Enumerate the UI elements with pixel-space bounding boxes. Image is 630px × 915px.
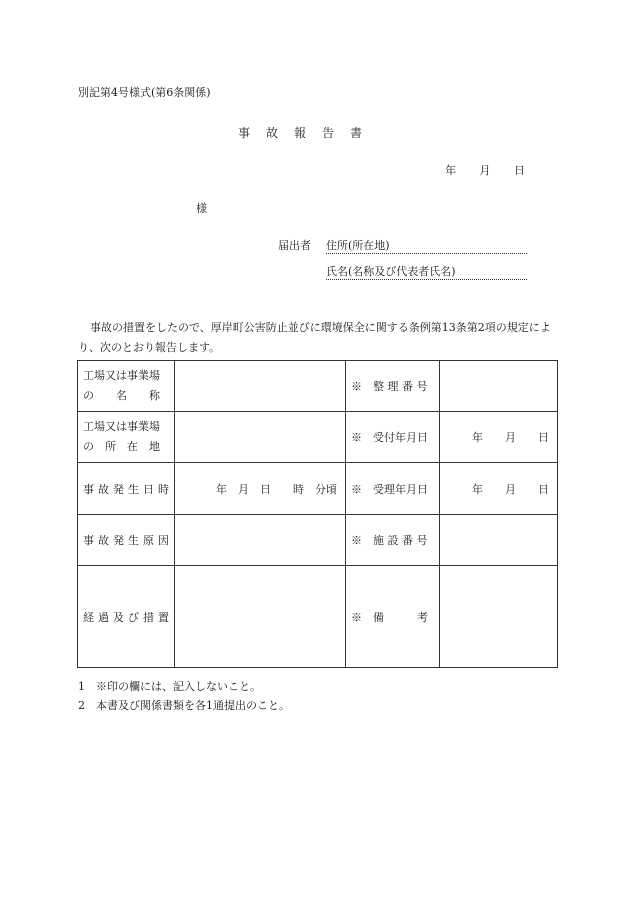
label-line: の 名 称 [83, 389, 160, 402]
accepted-date-value[interactable]: 年 月 日 [440, 463, 558, 515]
received-date-label: ※ 受付年月日 [346, 412, 440, 463]
document-title: 事故報告書 [238, 126, 379, 140]
name-field[interactable] [326, 263, 527, 280]
body-paragraph: 事故の措置をしたので、厚岸町公害防止並びに環境保全に関する条例第13条第2項の規定により、次のとおり報告します。 [78, 321, 551, 354]
note-1: 1 ※印の欄には、記入しないこと。 [78, 680, 261, 693]
label-line: 工場又は事業場 [83, 369, 160, 382]
note-2: 2 本書及び関係書類を各1通提出のこと。 [78, 699, 290, 712]
address-label: 住所(所在地) [326, 239, 390, 252]
reference-number-input[interactable] [440, 361, 558, 412]
facility-number-label: ※ 施 設 番 号 [346, 515, 440, 566]
remarks-input[interactable] [440, 566, 558, 668]
accepted-date-label: ※ 受理年月日 [346, 463, 440, 515]
incident-cause-input[interactable] [175, 515, 346, 566]
table-row [78, 412, 558, 463]
form-number: 別記第4号様式(第6条関係) [78, 86, 211, 99]
received-date-value[interactable]: 年 月 日 [440, 412, 558, 463]
address-field[interactable] [326, 237, 527, 254]
reference-number-label: ※ 整 理 番 号 [346, 361, 440, 412]
report-table [77, 360, 558, 668]
facility-address-input[interactable] [175, 412, 346, 463]
table-row [78, 463, 558, 515]
table-row [78, 566, 558, 668]
name-label: 氏名(名称及び代表者氏名) [326, 265, 456, 278]
table-row [78, 361, 558, 412]
progress-measures-label: 経過及び措置 [78, 566, 175, 668]
facility-name-input[interactable] [175, 361, 346, 412]
remarks-label: ※ 備 考 [346, 566, 440, 668]
date-line: 年 月 日 [445, 164, 525, 177]
applicant-label: 届出者 [278, 239, 311, 252]
label-line: 工場又は事業場 [83, 420, 160, 433]
facility-name-label [78, 361, 175, 412]
incident-datetime-label: 事故発生日時 [78, 463, 175, 515]
table-row [78, 515, 558, 566]
incident-cause-label: 事故発生原因 [78, 515, 175, 566]
facility-number-input[interactable] [440, 515, 558, 566]
label-line: の 所 在 地 [83, 440, 160, 453]
facility-address-label [78, 412, 175, 463]
recipient-suffix: 様 [196, 202, 207, 215]
incident-datetime-value[interactable]: 年 月 日 時 分頃 [175, 463, 346, 515]
progress-measures-input[interactable] [175, 566, 346, 668]
